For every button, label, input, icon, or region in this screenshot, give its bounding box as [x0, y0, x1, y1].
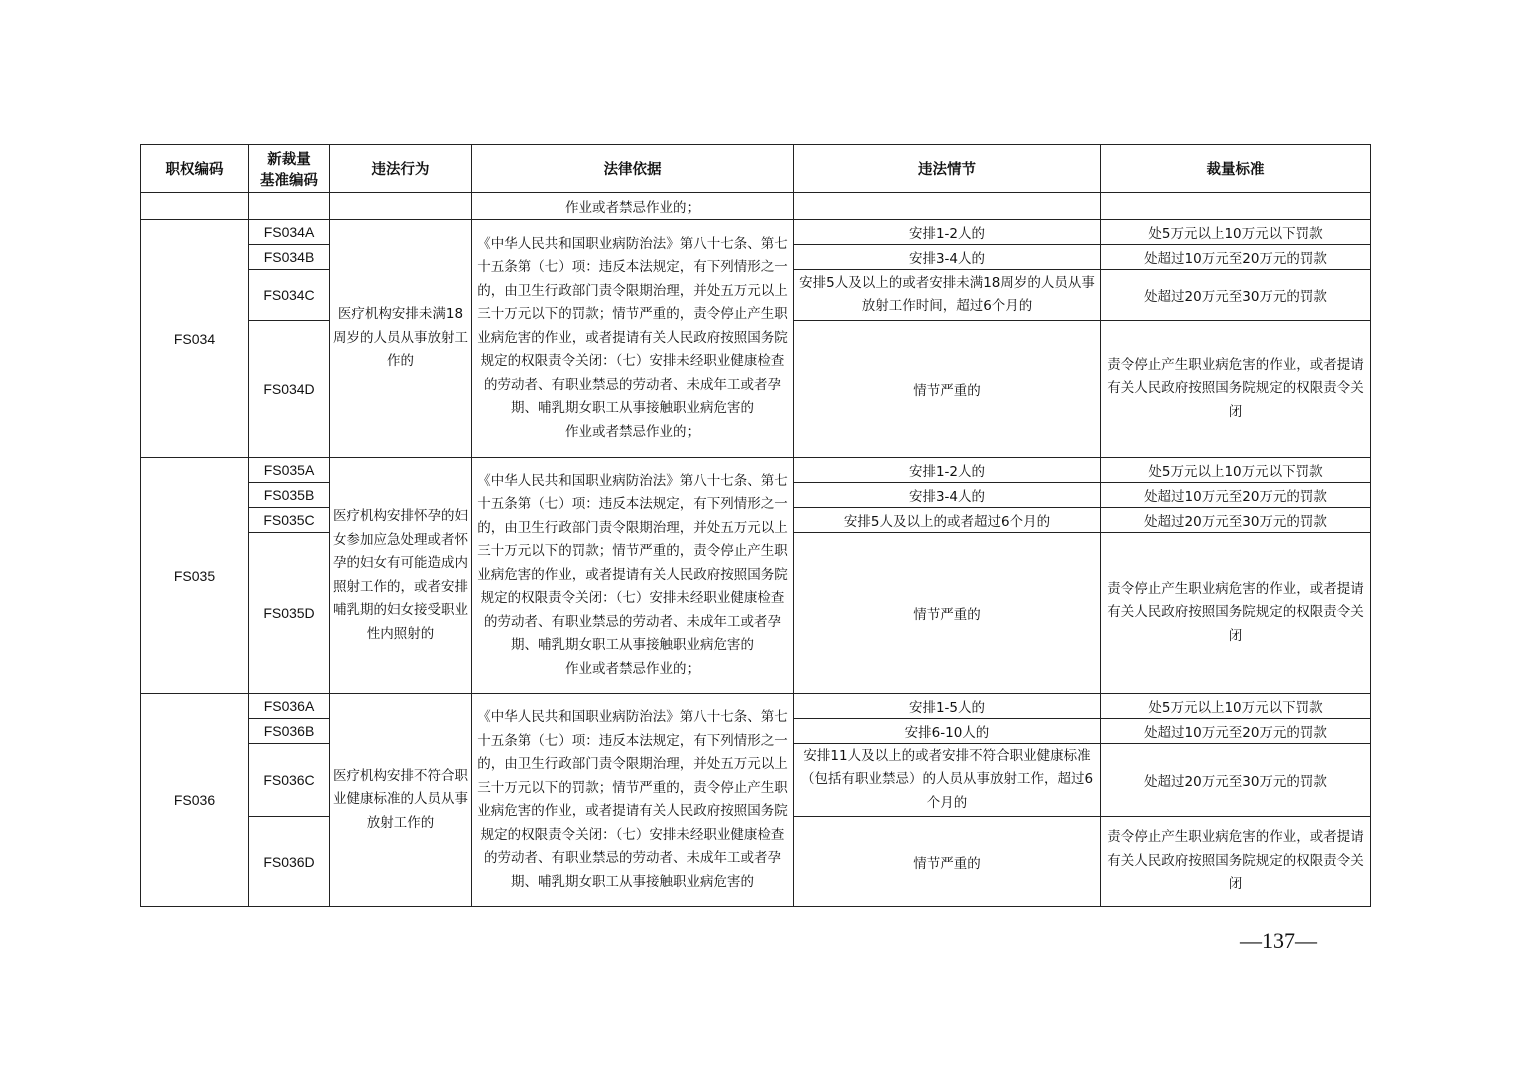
- new-code: FS034A: [249, 220, 330, 245]
- circumstance: 情节严重的: [794, 817, 1101, 907]
- circumstance: 安排1-5人的: [794, 694, 1101, 719]
- violation-behavior: 医疗机构安排未满18周岁的人员从事放射工作的: [330, 220, 472, 458]
- circumstance: 安排3-4人的: [794, 245, 1101, 270]
- header-row: [141, 145, 1371, 193]
- circumstance: 安排1-2人的: [794, 220, 1101, 245]
- table-row: [141, 458, 1371, 483]
- new-code: FS036B: [249, 719, 330, 744]
- legal-basis-text: 《中华人民共和国职业病防治法》第八十七条、第七十五条第（七）项：违反本法规定，有下列情形之一的，由卫生行政部门责令限期治理，并处五万元以上三十万元以下的罚款；情节严重的，责令停止产生职业病危害的作业，或者提请有关人民政府按照国务院规定的权限责令关闭：（七）安排未经职业健康检查的劳动者、有职业禁忌的劳动者、未成年工或者孕期、哺乳期女职工从事接触职业病危害的: [477, 709, 788, 890]
- legal-basis-last-line: 作业或者禁忌作业的；: [565, 660, 700, 677]
- circumstance: 安排6-10人的: [794, 719, 1101, 744]
- standard: 责令停止产生职业病危害的作业，或者提请有关人民政府按照国务院规定的权限责令关闭: [1101, 321, 1371, 458]
- power-code: FS036: [141, 694, 249, 907]
- cell-empty: [249, 193, 330, 220]
- basis-continuation: 作业或者禁忌作业的；: [472, 193, 794, 220]
- standard: 处5万元以上10万元以下罚款: [1101, 694, 1371, 719]
- new-code: FS035B: [249, 483, 330, 508]
- new-code: FS035C: [249, 508, 330, 533]
- new-code: FS036C: [249, 744, 330, 817]
- new-code: FS036D: [249, 817, 330, 907]
- standard: 处超过20万元至30万元的罚款: [1101, 744, 1371, 817]
- circumstance: 情节严重的: [794, 321, 1101, 458]
- cell-empty: [141, 193, 249, 220]
- header-behavior: 违法行为: [330, 145, 472, 193]
- new-code: FS036A: [249, 694, 330, 719]
- standard: 处5万元以上10万元以下罚款: [1101, 220, 1371, 245]
- new-code: FS035A: [249, 458, 330, 483]
- header-newcode: [249, 145, 330, 193]
- header-code: 职权编码: [141, 145, 249, 193]
- standard: 责令停止产生职业病危害的作业，或者提请有关人民政府按照国务院规定的权限责令关闭: [1101, 817, 1371, 907]
- violation-behavior: 医疗机构安排怀孕的妇女参加应急处理或者怀孕的妇女有可能造成内照射工作的，或者安排哺乳期的妇女接受职业性内照射的: [330, 458, 472, 694]
- circumstance: 安排5人及以上的或者超过6个月的: [794, 508, 1101, 533]
- circumstance: 安排3-4人的: [794, 483, 1101, 508]
- cell-empty: [1101, 193, 1371, 220]
- page-number: —137—: [1240, 928, 1317, 953]
- new-code: FS034B: [249, 245, 330, 270]
- power-code: FS035: [141, 458, 249, 694]
- cell-empty: [794, 193, 1101, 220]
- standard: 处超过10万元至20万元的罚款: [1101, 719, 1371, 744]
- header-newcode-line1: 新裁量: [267, 151, 311, 168]
- table-row: [141, 694, 1371, 719]
- new-code: FS034D: [249, 321, 330, 458]
- new-code: FS034C: [249, 270, 330, 321]
- legal-basis: [472, 694, 794, 907]
- violation-behavior: 医疗机构安排不符合职业健康标准的人员从事放射工作的: [330, 694, 472, 907]
- standard: 处超过10万元至20万元的罚款: [1101, 483, 1371, 508]
- legal-basis-last-line: 作业或者禁忌作业的；: [565, 423, 700, 440]
- continuation-row: [141, 193, 1371, 220]
- standard: 责令停止产生职业病危害的作业，或者提请有关人民政府按照国务院规定的权限责令关闭: [1101, 533, 1371, 694]
- circumstance: 情节严重的: [794, 533, 1101, 694]
- header-newcode-line2: 基准编码: [260, 172, 318, 189]
- cell-empty: [330, 193, 472, 220]
- power-code: FS034: [141, 220, 249, 458]
- standard: 处5万元以上10万元以下罚款: [1101, 458, 1371, 483]
- legal-basis: [472, 458, 794, 694]
- standard: 处超过10万元至20万元的罚款: [1101, 245, 1371, 270]
- legal-basis-text: 《中华人民共和国职业病防治法》第八十七条、第七十五条第（七）项：违反本法规定，有下列情形之一的，由卫生行政部门责令限期治理，并处五万元以上三十万元以下的罚款；情节严重的，责令停止产生职业病危害的作业，或者提请有关人民政府按照国务院规定的权限责令关闭：（七）安排未经职业健康检查的劳动者、有职业禁忌的劳动者、未成年工或者孕期、哺乳期女职工从事接触职业病危害的: [477, 235, 788, 417]
- circumstance: 安排5人及以上的或者安排未满18周岁的人员从事放射工作时间，超过6个月的: [794, 270, 1101, 321]
- discretion-standard-table: [140, 144, 1371, 907]
- circumstance: 安排1-2人的: [794, 458, 1101, 483]
- legal-basis-text: 《中华人民共和国职业病防治法》第八十七条、第七十五条第（七）项：违反本法规定，有下列情形之一的，由卫生行政部门责令限期治理，并处五万元以上三十万元以下的罚款；情节严重的，责令停止产生职业病危害的作业，或者提请有关人民政府按照国务院规定的权限责令关闭：（七）安排未经职业健康检查的劳动者、有职业禁忌的劳动者、未成年工或者孕期、哺乳期女职工从事接触职业病危害的: [477, 472, 788, 654]
- table-row: [141, 220, 1371, 245]
- header-circumstance: 违法情节: [794, 145, 1101, 193]
- legal-basis: [472, 220, 794, 458]
- new-code: FS035D: [249, 533, 330, 694]
- standard: 处超过20万元至30万元的罚款: [1101, 270, 1371, 321]
- header-basis: 法律依据: [472, 145, 794, 193]
- circumstance: 安排11人及以上的或者安排不符合职业健康标准（包括有职业禁忌）的人员从事放射工作，超过6个月的: [794, 744, 1101, 817]
- standard: 处超过20万元至30万元的罚款: [1101, 508, 1371, 533]
- header-standard: 裁量标准: [1101, 145, 1371, 193]
